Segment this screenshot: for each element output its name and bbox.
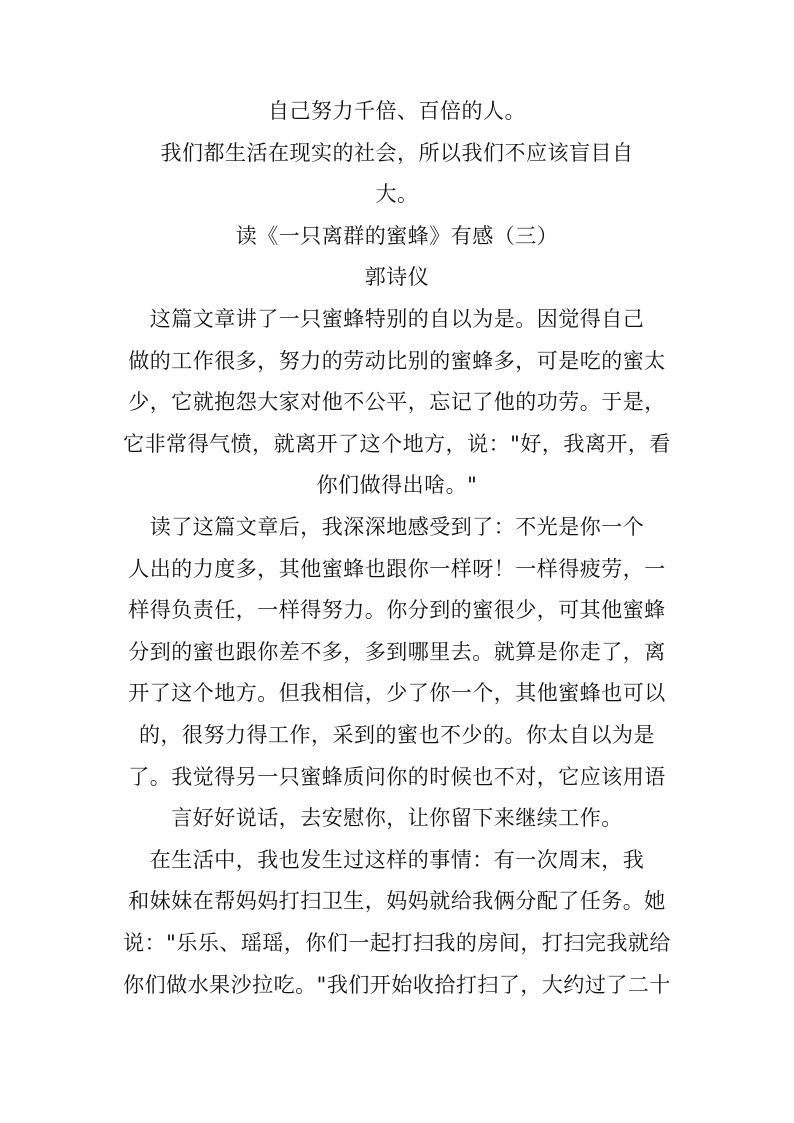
text-line: 你们做得出啥。" xyxy=(316,473,478,497)
text-line: 自己努力千倍、百倍的人。 xyxy=(268,99,526,123)
text-line: 在生活中，我也发生过这样的事情：有一次周末，我 xyxy=(149,848,645,872)
text-line: 说："乐乐、瑶瑶，你们一起打扫我的房间，打扫完我就给 xyxy=(123,931,671,955)
text-line: 做的工作很多，努力的劳动比别的蜜蜂多，可是吃的蜜太 xyxy=(128,349,666,373)
text-line: 了。我觉得另一只蜜蜂质问你的时候也不对，它应该用语 xyxy=(128,765,666,789)
text-line: 这篇文章讲了一只蜜蜂特别的自以为是。因觉得自己 xyxy=(149,307,645,331)
author-name: 郭诗仪 xyxy=(364,265,430,289)
text-line: 大。 xyxy=(375,182,419,206)
text-line: 人出的力度多，其他蜜蜂也跟你一样呀！一样得疲劳，一 xyxy=(128,557,666,581)
text-line: 你们做水果沙拉吃。"我们开始收拾打扫了，大约过了二十 xyxy=(123,973,671,997)
text-line: 样得负责任，一样得努力。你分到的蜜很少，可其他蜜蜂 xyxy=(128,598,666,622)
text-line: 我们都生活在现实的社会，所以我们不应该盲目自 xyxy=(160,141,634,165)
text-line: 读了这篇文章后，我深深地感受到了：不光是你一个 xyxy=(149,515,645,539)
text-line: 少，它就抱怨大家对他不公平，忘记了他的功劳。于是， xyxy=(128,390,666,414)
text-line: 分到的蜜也跟你差不多，多到哪里去。就算是你走了，离 xyxy=(128,640,666,664)
document-title: 读《一只离群的蜜蜂》有感（三） xyxy=(235,224,559,248)
text-line: 和妹妹在帮妈妈打扫卫生，妈妈就给我俩分配了任务。她 xyxy=(128,889,666,913)
text-line: 的，很努力得工作，采到的蜜也不少的。你太自以为是 xyxy=(139,723,655,747)
text-line: 开了这个地方。但我相信，少了你一个，其他蜜蜂也可以 xyxy=(128,681,666,705)
text-line: 它非常得气愤，就离开了这个地方，说："好，我离开，看 xyxy=(123,432,671,456)
text-line: 言好好说话，去安慰你，让你留下来继续工作。 xyxy=(171,806,623,830)
